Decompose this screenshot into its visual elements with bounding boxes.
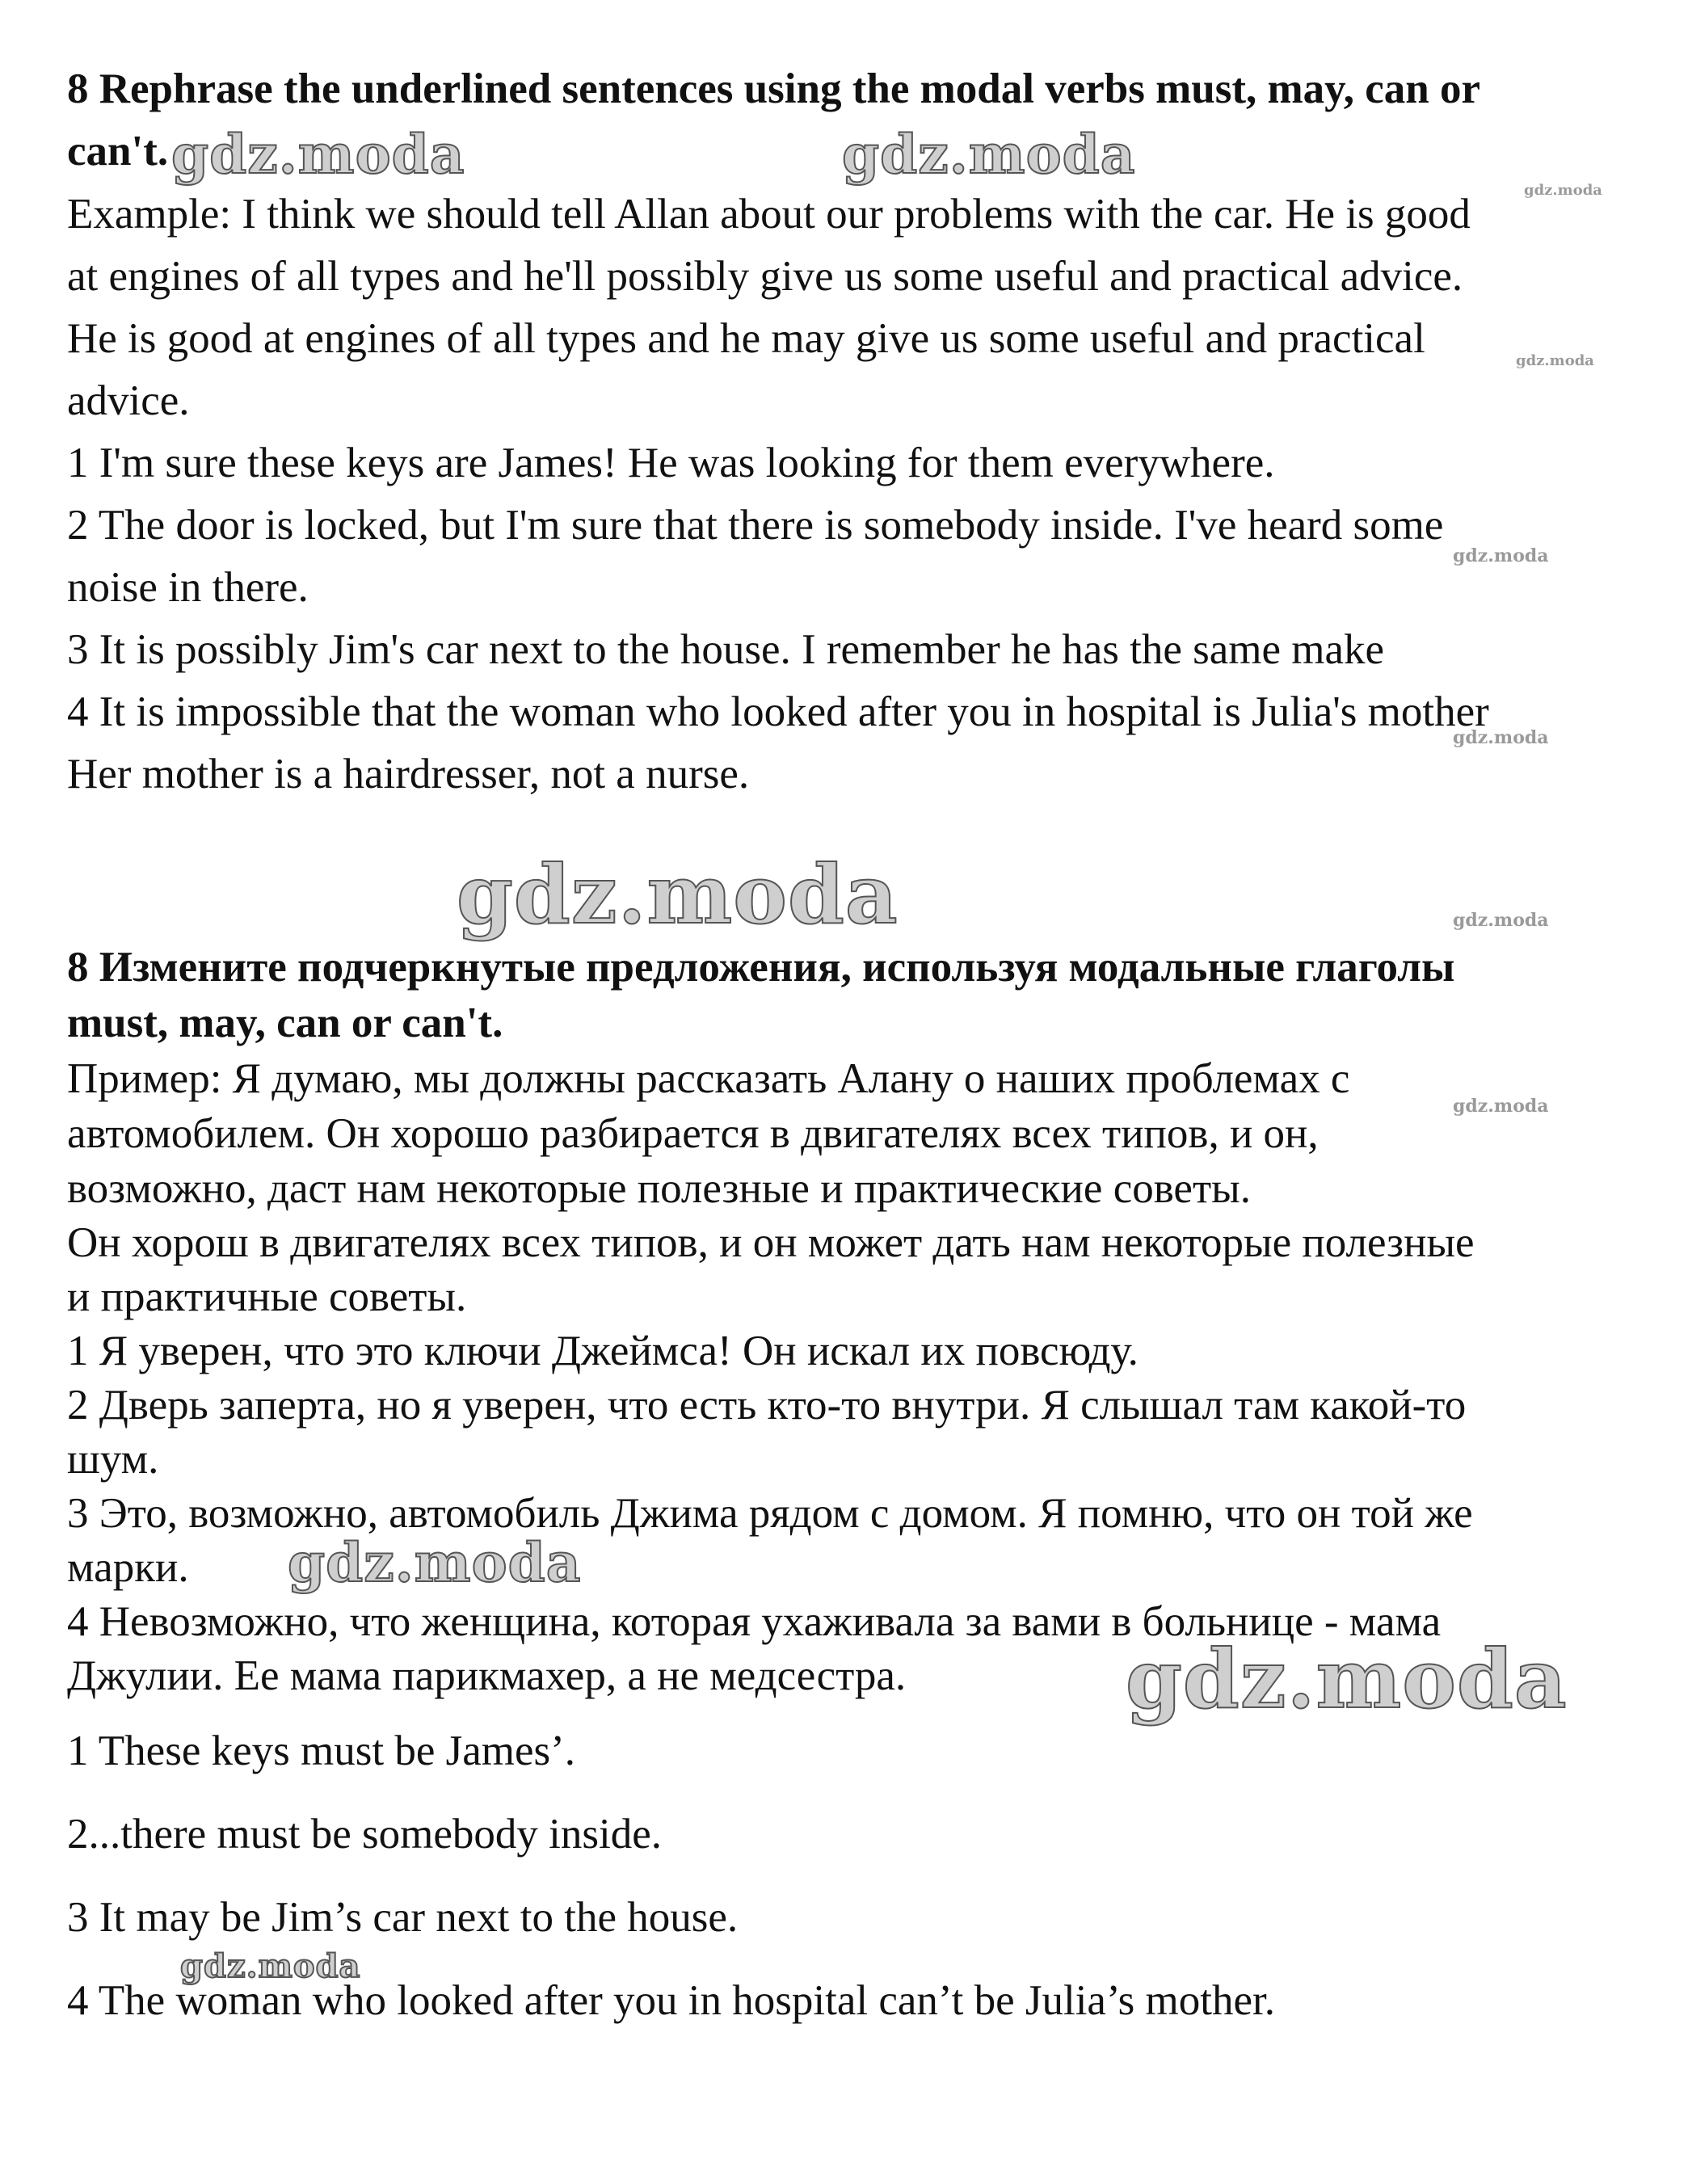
russian-example-line-4: Он хорош в двигателях всех типов, и он может дать нам некоторые полезные: [67, 1219, 1475, 1266]
answer-4: 4 The woman who looked after you in hospital can’t be Julia’s mother.: [67, 1977, 1275, 2024]
answer-1: 1 These keys must be James’.: [67, 1727, 576, 1774]
answer-2: 2...there must be somebody inside.: [67, 1811, 662, 1858]
russian-example-line-2: автомобилем. Он хорошо разбирается в двигателях всех типов, и он,: [67, 1110, 1319, 1157]
english-heading-line-1: 8 Rephrase the underlined sentences using the modal verbs must, may, can or: [67, 65, 1481, 112]
watermark: gdz.moda: [457, 847, 899, 942]
english-example-line-1: Example: I think we should tell Allan about our problems with the car. He is good: [67, 191, 1471, 238]
english-example-line-3: He is good at engines of all types and he may give us some useful and practical: [67, 315, 1425, 362]
russian-item-3-line-1: 3 Это, возможно, автомобиль Джима рядом с домом. Я помню, что он той же: [67, 1490, 1473, 1537]
russian-item-2-line-2: шум.: [67, 1436, 159, 1483]
english-item-2-line-2: noise in there.: [67, 564, 309, 611]
russian-item-2-line-1: 2 Дверь заперта, но я уверен, что есть кто-то внутри. Я слышал там какой-то: [67, 1382, 1467, 1429]
english-example-line-4: advice.: [67, 377, 190, 424]
english-item-2-line-1: 2 The door is locked, but I'm sure that there is somebody inside. I've heard some: [67, 502, 1444, 549]
watermark: gdz.moda: [171, 123, 465, 186]
russian-example-line-5: и практичные советы.: [67, 1273, 467, 1320]
russian-item-4-line-1: 4 Невозможно, что женщина, которая ухаживала за вами в больнице - мама: [67, 1598, 1442, 1645]
english-example-line-2: at engines of all types and he'll possibly give us some useful and practical advice.: [67, 253, 1463, 300]
english-item-4-line-2: Her mother is a hairdresser, not a nurse.: [67, 751, 750, 797]
english-item-4-line-1: 4 It is impossible that the woman who looked after you in hospital is Julia's mother: [67, 688, 1489, 735]
watermark: gdz.moda: [1453, 1096, 1549, 1117]
watermark: gdz.moda: [1126, 1631, 1568, 1727]
watermark: gdz.moda: [1453, 910, 1549, 931]
watermark: gdz.moda: [1453, 545, 1549, 566]
russian-item-3-line-2: марки.: [67, 1544, 189, 1591]
russian-item-1: 1 Я уверен, что это ключи Джеймса! Он искал их повсюду.: [67, 1328, 1139, 1374]
english-item-3: 3 It is possibly Jim's car next to the house. I remember he has the same make: [67, 626, 1385, 673]
russian-heading-line-1: 8 Измените подчеркнутые предложения, используя модальные глаголы: [67, 944, 1455, 991]
watermark: gdz.moda: [180, 1947, 361, 1985]
watermark: gdz.moda: [1516, 352, 1594, 369]
russian-heading-line-2: must, may, can or can't.: [67, 999, 503, 1046]
watermark: gdz.moda: [288, 1531, 582, 1594]
answer-3: 3 It may be Jim’s car next to the house.: [67, 1894, 739, 1941]
english-item-1: 1 I'm sure these keys are James! He was looking for them everywhere.: [67, 440, 1275, 486]
watermark: gdz.moda: [1453, 727, 1549, 748]
english-heading-line-2: can't.: [67, 128, 169, 175]
watermark: gdz.moda: [1524, 182, 1602, 199]
russian-example-line-1: Пример: Я думаю, мы должны рассказать Алану о наших проблемах с: [67, 1055, 1350, 1102]
russian-item-4-line-2: Джулии. Ее мама парикмахер, а не медсестра.: [67, 1652, 907, 1699]
russian-example-line-3: возможно, даст нам некоторые полезные и практические советы.: [67, 1165, 1251, 1212]
watermark: gdz.moda: [842, 123, 1136, 186]
